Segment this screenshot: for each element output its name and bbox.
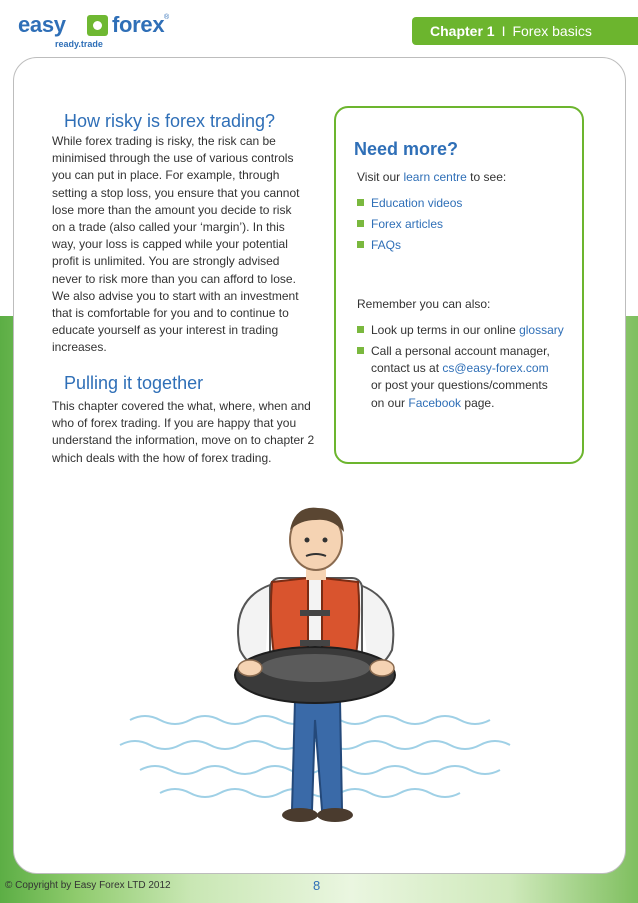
link-label: FAQs <box>371 238 402 252</box>
contact-line-4-suffix: page. <box>461 395 495 410</box>
easy-forex-logo[interactable] <box>18 12 178 52</box>
logo-registered-mark: ® <box>164 14 170 21</box>
text-line: understand the information, move on to chapter 2 <box>52 433 315 448</box>
text-line: setting a stop loss, you ensure that you cannot <box>52 185 300 200</box>
text-line: that is comfortable for you and to continue to <box>52 306 289 321</box>
text-line: minimised through the use of various controls <box>52 151 294 166</box>
intro-prefix: Visit our <box>357 170 404 184</box>
glossary-prefix: Look up terms in our online <box>371 323 520 338</box>
section-body-risk <box>52 133 317 357</box>
text-line: While forex trading is risky, the risk can be <box>52 134 276 148</box>
contact-line-4-prefix: on our <box>371 395 409 410</box>
bullet-square-icon <box>357 326 364 333</box>
learn-centre-intro <box>357 169 506 186</box>
link-label: Education videos <box>371 196 463 210</box>
text-line: on a trade (also called your ‘margin’). In this <box>52 220 285 235</box>
contact-text <box>371 343 577 412</box>
faqs-link[interactable] <box>357 237 401 254</box>
text-line: This chapter covered the what, where, when and <box>52 399 311 413</box>
glossary-link[interactable]: glossary <box>519 323 564 338</box>
need-more-title: Need more? <box>354 139 459 159</box>
text-line: never to risk more than you can afford to lose. <box>52 271 296 286</box>
bullet-square-icon <box>357 241 364 248</box>
logo-word-easy: easy <box>18 12 66 37</box>
section-body-pulling <box>52 398 317 467</box>
section-heading-risk: How risky is forex trading? <box>64 111 276 131</box>
man-life-jacket-illustration <box>100 500 550 840</box>
section-heading-pulling: Pulling it together <box>64 373 204 393</box>
page-number: 8 <box>313 878 321 893</box>
bullet-square-icon <box>357 199 364 206</box>
logo-tagline: ready.trade <box>55 39 103 49</box>
chapter-tab <box>412 17 638 45</box>
chapter-title: Forex basics <box>512 23 592 39</box>
facebook-link[interactable]: Facebook <box>408 395 462 410</box>
remember-text: Remember you can also: <box>357 297 491 311</box>
text-line: way, your loss is capped while your potential <box>52 237 288 252</box>
email-link[interactable]: cs@easy-forex.com <box>442 361 549 376</box>
text-line: you can put in place. For example, through <box>52 168 280 183</box>
bullet-square-icon <box>357 220 364 227</box>
learn-centre-link[interactable]: learn centre <box>403 170 467 184</box>
glossary-item <box>357 322 577 339</box>
bullet-square-icon <box>357 347 364 354</box>
glossary-text <box>371 322 577 339</box>
logo-box-icon <box>87 15 108 36</box>
text-line: We also advise you to start with an investment <box>52 288 299 303</box>
contact-line-1: Call a personal account manager, <box>371 344 550 359</box>
text-line: which deals with the how of forex trading. <box>52 450 272 465</box>
chapter-separator: I <box>501 23 506 39</box>
chapter-label: Chapter 1 <box>430 23 495 39</box>
footer-copyright: © Copyright by Easy Forex LTD 2012 <box>5 880 171 891</box>
contact-item <box>357 343 577 412</box>
text-line: profit is unlimited. You are strongly advised <box>52 254 280 269</box>
link-label: Forex articles <box>371 217 444 231</box>
forex-articles-link[interactable] <box>357 216 443 233</box>
intro-suffix: to see: <box>466 170 507 184</box>
text-line: lose more than the amount you decide to risk <box>52 202 292 217</box>
text-line: who of forex trading. If you are happy that you <box>52 416 297 431</box>
text-line: increases. <box>52 340 107 355</box>
contact-line-3: or post your questions/comments <box>371 378 548 393</box>
logo-word-forex: forex <box>112 12 165 37</box>
education-videos-link[interactable] <box>357 195 462 212</box>
contact-line-2-prefix: contact us at <box>371 361 443 376</box>
text-line: educate yourself as your interest in trading <box>52 323 279 338</box>
